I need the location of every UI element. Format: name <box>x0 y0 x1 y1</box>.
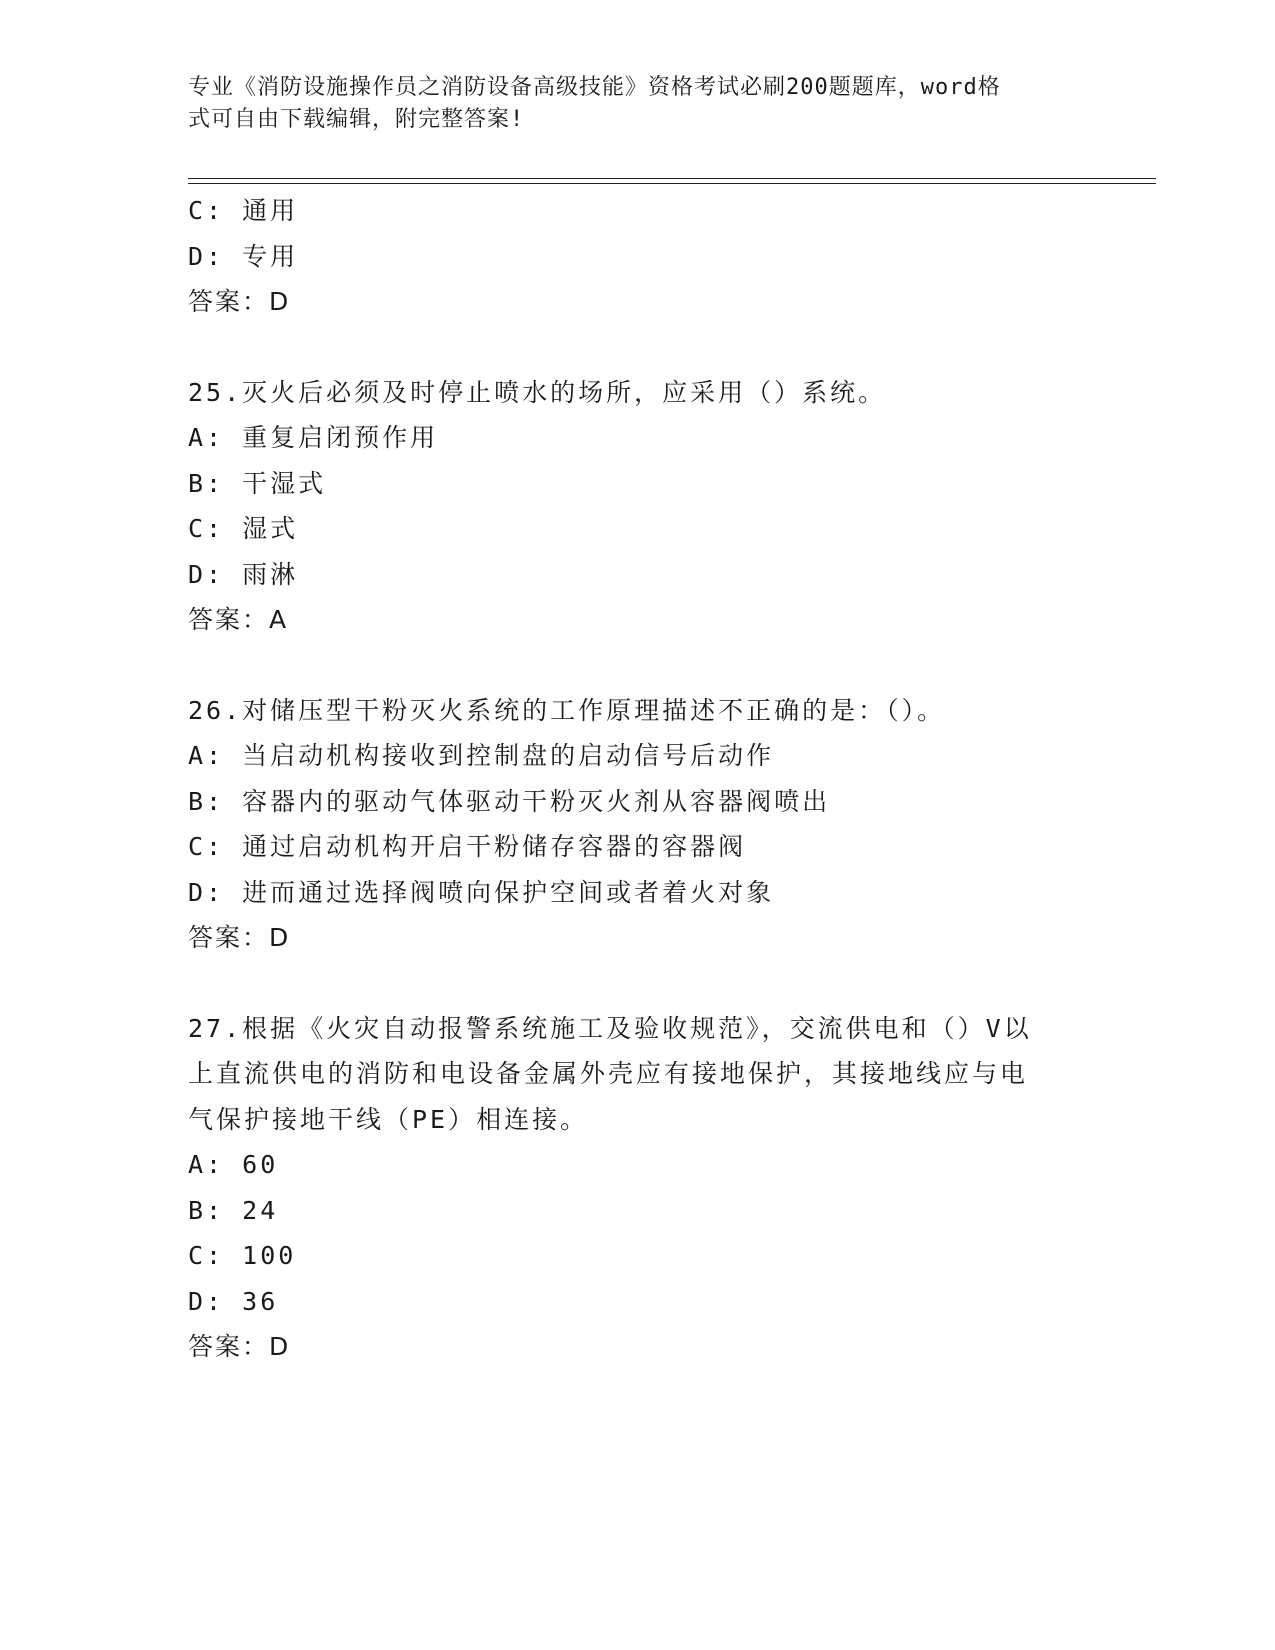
header-divider-bottom <box>188 183 1156 184</box>
question-stem-line-2: 上直流供电的消防和电设备金属外壳应有接地保护，其接地线应与电 <box>188 1059 1029 1088</box>
option-c: C: 通过启动机构开启干粉储存容器的容器阀 <box>188 832 747 861</box>
document-header <box>188 72 1068 136</box>
option-b: B: 24 <box>188 1195 279 1225</box>
header-line-1: 专业《消防设施操作员之消防设备高级技能》资格考试必刷200题题库，word格 <box>188 75 1001 100</box>
option-d: D: 专用 <box>188 241 299 271</box>
option-c: C: 湿式 <box>188 514 299 543</box>
document-body <box>188 188 1088 1370</box>
option-d: D: 36 <box>188 1286 279 1316</box>
spacer <box>188 325 1088 370</box>
question-stem-line-1: 27.根据《火灾自动报警系统施工及验收规范》，交流供电和（）V以 <box>188 1013 1032 1043</box>
spacer <box>188 643 1088 688</box>
option-b: B: 干湿式 <box>188 468 327 498</box>
option-c: C: 100 <box>188 1241 297 1270</box>
question-stem-line-3: 气保护接地干线（PE）相连接。 <box>188 1104 589 1134</box>
option-d: D: 进而通过选择阀喷向保护空间或者着火对象 <box>188 877 775 907</box>
answer-line: 答案：A <box>188 605 289 634</box>
answer-line: 答案：D <box>188 1332 291 1361</box>
spacer <box>188 961 1088 1006</box>
option-a: A: 当启动机构接收到控制盘的启动信号后动作 <box>188 741 775 770</box>
option-a: A: 重复启闭预作用 <box>188 423 439 452</box>
header-line-2: 式可自由下载编辑，附完整答案! <box>188 107 525 132</box>
option-d: D: 雨淋 <box>188 559 299 589</box>
option-c: C: 通用 <box>188 196 299 225</box>
option-a: A: 60 <box>188 1150 279 1179</box>
option-b: B: 容器内的驱动气体驱动干粉灭火剂从容器阀喷出 <box>188 786 831 816</box>
question-26 <box>188 688 1088 961</box>
question-25 <box>188 370 1088 643</box>
header-divider-top <box>188 178 1156 179</box>
prev-question-block <box>188 188 1088 325</box>
question-stem: 26.对储压型干粉灭火系统的工作原理描述不正确的是：（）。 <box>188 695 946 725</box>
question-stem: 25.灭火后必须及时停止喷水的场所，应采用（）系统。 <box>188 377 887 407</box>
answer-line: 答案：D <box>188 923 291 952</box>
answer-line: 答案：D <box>188 287 291 316</box>
question-27 <box>188 1006 1088 1370</box>
